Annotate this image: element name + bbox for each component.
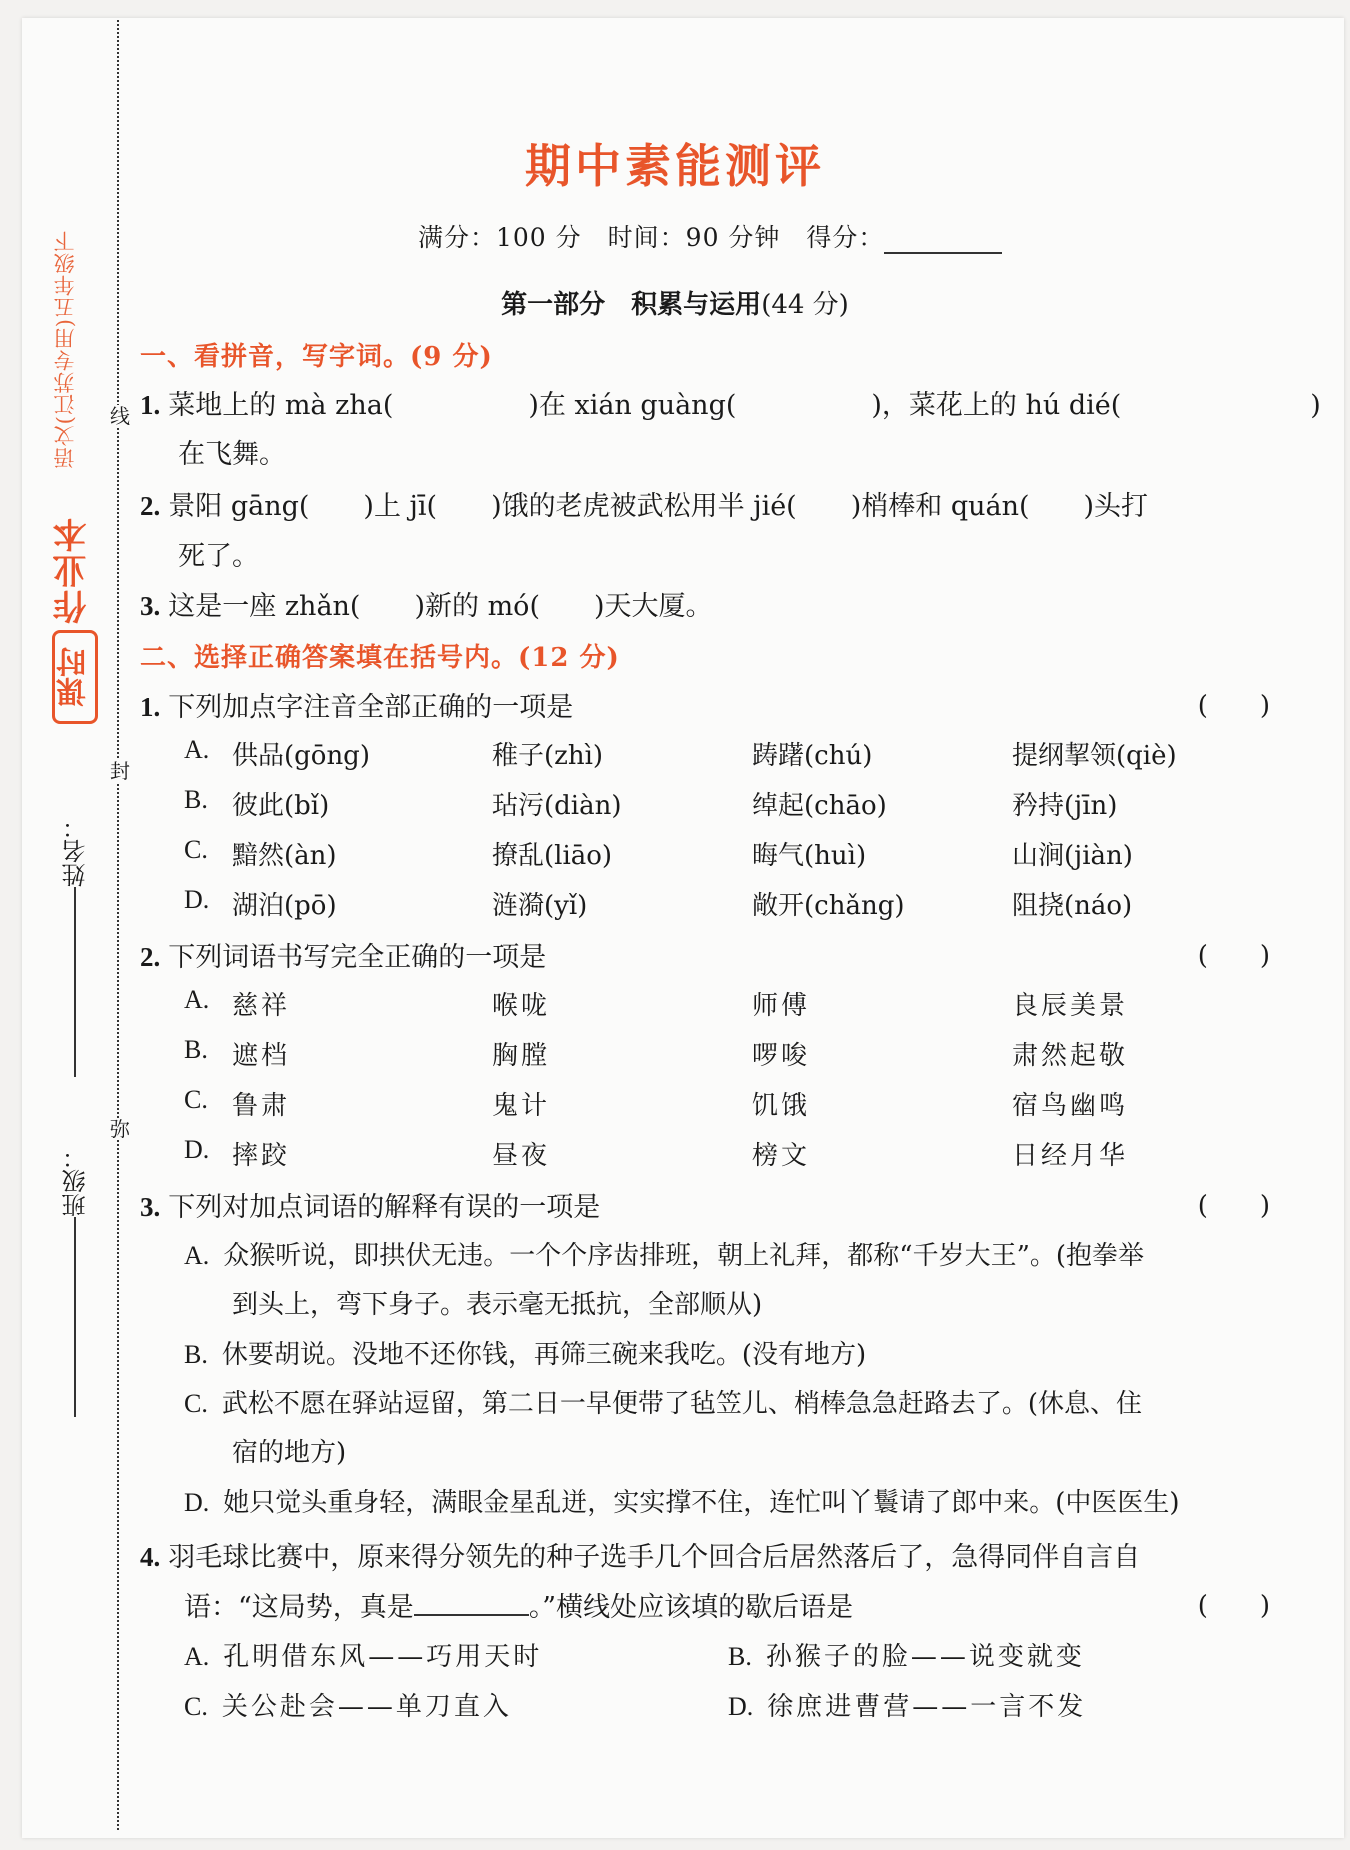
score-meta-text: 满分：100 分 时间：90 分钟 得分： <box>418 223 885 252</box>
brand-logo: 课时 <box>52 630 98 724</box>
s1-q3-line1 <box>140 584 713 623</box>
s2-q4-option-c[interactable] <box>184 1686 512 1723</box>
s1-q1-line1 <box>140 383 1321 422</box>
name-field-rule <box>75 887 77 1077</box>
option-cell: 鲁肃 <box>232 1091 291 1121</box>
option-cell: 啰唆 <box>752 1041 811 1071</box>
section1-heading: 一、看拼音，写字词。(9 分) <box>140 342 493 372</box>
option-key: B. <box>184 1340 208 1369</box>
s1-q2-text: 景阳 gāng( )上 jī( )饿的老虎被武松用半 jié( )梢棒和 quán( )头打 <box>168 491 1149 522</box>
option-text: 武松不愿在驿站逗留，第二日一早便带了毡笠儿、梢棒急急赶路去了。(休息、住 <box>221 1389 1142 1419</box>
option-cell: 涟漪(yǐ) <box>492 891 588 921</box>
option-cell: 肃然起敬 <box>1012 1041 1129 1071</box>
option-text: 关公赴会——单刀直入 <box>221 1692 512 1722</box>
part-title: 第一部分 积累与运用 <box>501 290 762 320</box>
option-cell: 日经月华 <box>1012 1141 1129 1171</box>
s2-q2-option-c[interactable] <box>184 1085 222 1115</box>
option-cell: 供品(gōng) <box>232 741 370 771</box>
option-text: 她只觉头重身轻，满眼金星乱迸，实实撑不住，连忙叫丫鬟请了郎中来。(中医医生) <box>223 1488 1180 1518</box>
s2-q3-answer-paren[interactable]: ( ) <box>1197 1191 1270 1221</box>
option-cell: 彼此(bǐ) <box>232 791 330 821</box>
option-cell: 慈祥 <box>232 991 291 1021</box>
option-key: B. <box>728 1642 752 1671</box>
class-label: 班级： <box>62 1145 90 1217</box>
s2-q1-stem <box>140 685 573 724</box>
option-key: D. <box>184 1135 210 1164</box>
s2-q1-option-b[interactable] <box>184 785 222 815</box>
s2-q3-option-c-cont: 宿的地方) <box>232 1438 347 1468</box>
option-cell: 踌躇(chú) <box>752 741 873 771</box>
s2-q3-option-a-cont: 到头上，弯下身子。表示毫无抵抗，全部顺从) <box>232 1290 763 1320</box>
option-cell: 宿鸟幽鸣 <box>1012 1091 1129 1121</box>
option-key: A. <box>184 1642 210 1671</box>
s2-q4-line2b: 。”横线处应该填的歇后语是 <box>528 1592 854 1623</box>
s2-q4-blank[interactable] <box>414 1592 529 1616</box>
option-cell: 饥饿 <box>752 1091 811 1121</box>
s2-q2-stem <box>140 935 546 974</box>
score-blank[interactable] <box>884 228 1002 254</box>
option-cell: 胸膛 <box>492 1041 551 1071</box>
part-heading <box>0 284 1350 321</box>
question-number: 2. <box>140 491 161 521</box>
s2-q3-option-b[interactable] <box>184 1334 866 1371</box>
option-cell: 撩乱(liāo) <box>492 841 613 871</box>
bind-mark-mi: 弥 <box>110 1117 130 1141</box>
s1-q2-line1 <box>140 484 1148 523</box>
score-meta <box>418 218 1002 254</box>
s2-q3-stem <box>140 1185 600 1224</box>
option-key: B. <box>184 785 208 814</box>
s2-q1-text: 下列加点字注音全部正确的一项是 <box>168 692 574 723</box>
option-text: 徐庶进曹营——一言不发 <box>767 1692 1087 1722</box>
s2-q4-option-d[interactable] <box>728 1686 1086 1723</box>
s2-q4-option-b[interactable] <box>728 1636 1085 1673</box>
option-key: C. <box>184 1692 208 1721</box>
question-number: 4. <box>140 1542 161 1572</box>
s2-q1-answer-paren[interactable]: ( ) <box>1197 691 1270 721</box>
option-key: C. <box>184 1389 208 1418</box>
option-key: B. <box>184 1035 208 1064</box>
question-number: 1. <box>140 390 161 420</box>
option-text: 孙猴子的脸——说变就变 <box>765 1642 1085 1672</box>
s2-q3-option-c[interactable] <box>184 1383 1142 1420</box>
option-text: 孔明借东风——巧用天时 <box>223 1642 543 1672</box>
name-field[interactable] <box>58 815 93 1083</box>
s2-q4-answer-paren[interactable]: ( ) <box>1197 1591 1270 1621</box>
s2-q3-option-a[interactable] <box>184 1235 1144 1272</box>
s2-q2-answer-paren[interactable]: ( ) <box>1197 941 1270 971</box>
option-key: D. <box>184 885 210 914</box>
s2-q1-option-c[interactable] <box>184 835 222 865</box>
option-cell: 昼夜 <box>492 1141 551 1171</box>
option-cell: 山涧(jiàn) <box>1012 841 1133 871</box>
brand-name: 作业本 <box>53 516 93 624</box>
option-text: 休要胡说。没地不还你钱，再筛三碗来我吃。(没有地方) <box>221 1340 867 1370</box>
option-cell: 阻挠(náo) <box>1012 891 1133 921</box>
option-key: D. <box>184 1488 210 1517</box>
bind-mark-xian: 线 <box>110 404 130 428</box>
section2-heading: 二、选择正确答案填在括号内。(12 分) <box>140 643 620 673</box>
option-cell: 玷污(diàn) <box>492 791 622 821</box>
option-key: D. <box>728 1692 754 1721</box>
option-cell: 榜文 <box>752 1141 811 1171</box>
s2-q4-stem <box>140 1535 1140 1574</box>
s2-q1-option-a[interactable] <box>184 735 223 765</box>
question-number: 2. <box>140 942 161 972</box>
question-number: 3. <box>140 1192 161 1222</box>
s2-q4-line2 <box>184 1585 853 1624</box>
class-field-rule <box>75 1217 77 1417</box>
s2-q4-option-a[interactable] <box>184 1636 542 1673</box>
option-cell: 鬼计 <box>492 1091 551 1121</box>
s2-q4-line2a: 语：“这局势，真是 <box>184 1592 414 1623</box>
option-key: A. <box>184 735 210 764</box>
option-cell: 黯然(àn) <box>232 841 337 871</box>
s2-q2-option-d[interactable] <box>184 1135 223 1165</box>
option-text: 众猴听说，即拱伏无违。一个个序齿排班，朝上礼拜，都称“千岁大王”。(抱拳举 <box>223 1241 1145 1271</box>
option-cell: 摔跤 <box>232 1141 291 1171</box>
option-cell: 晦气(huì) <box>752 841 867 871</box>
s2-q2-text: 下列词语书写完全正确的一项是 <box>168 942 547 973</box>
option-cell: 良辰美景 <box>1012 991 1129 1021</box>
option-key: A. <box>184 1241 210 1270</box>
option-cell: 湖泊(pō) <box>232 891 337 921</box>
s2-q4-line1: 羽毛球比赛中，原来得分领先的种子选手几个回合后居然落后了，急得同伴自言自 <box>168 1542 1141 1573</box>
class-field[interactable] <box>58 1145 93 1423</box>
page-title: 期中素能测评 <box>525 139 825 193</box>
question-number: 1. <box>140 692 161 722</box>
s2-q2-option-b[interactable] <box>184 1035 222 1065</box>
option-key: C. <box>184 1085 208 1114</box>
series-label: 语文(江苏专用)五年级下 <box>53 230 77 469</box>
option-key: A. <box>184 985 210 1014</box>
s2-q2-option-a[interactable] <box>184 985 223 1015</box>
s1-q1-line2: 在飞舞。 <box>178 439 286 470</box>
option-cell: 遮档 <box>232 1041 291 1071</box>
option-cell: 矜持(jīn) <box>1012 791 1118 821</box>
option-cell: 喉咙 <box>492 991 551 1021</box>
bind-mark-feng: 封 <box>110 759 130 783</box>
option-cell: 提纲挈领(qiè) <box>1012 741 1177 771</box>
s2-q3-text: 下列对加点词语的解释有误的一项是 <box>168 1192 601 1223</box>
option-cell: 绰起(chāo) <box>752 791 887 821</box>
option-cell: 稚子(zhì) <box>492 741 604 771</box>
option-cell: 敞开(chǎng) <box>752 891 905 921</box>
s2-q3-option-d[interactable] <box>184 1482 1180 1519</box>
s1-q3-text: 这是一座 zhǎn( )新的 mó( )天大厦。 <box>168 591 713 622</box>
part-score: (44 分) <box>761 290 849 320</box>
s2-q1-option-d[interactable] <box>184 885 223 915</box>
question-number: 3. <box>140 591 161 621</box>
option-cell: 师傅 <box>752 991 811 1021</box>
s1-q1-text: 菜地上的 mà zha( )在 xián guàng( )，菜花上的 hú dié( ) <box>168 390 1321 421</box>
name-label: 姓名： <box>62 815 90 887</box>
option-key: C. <box>184 835 208 864</box>
s1-q2-line2: 死了。 <box>178 541 259 572</box>
